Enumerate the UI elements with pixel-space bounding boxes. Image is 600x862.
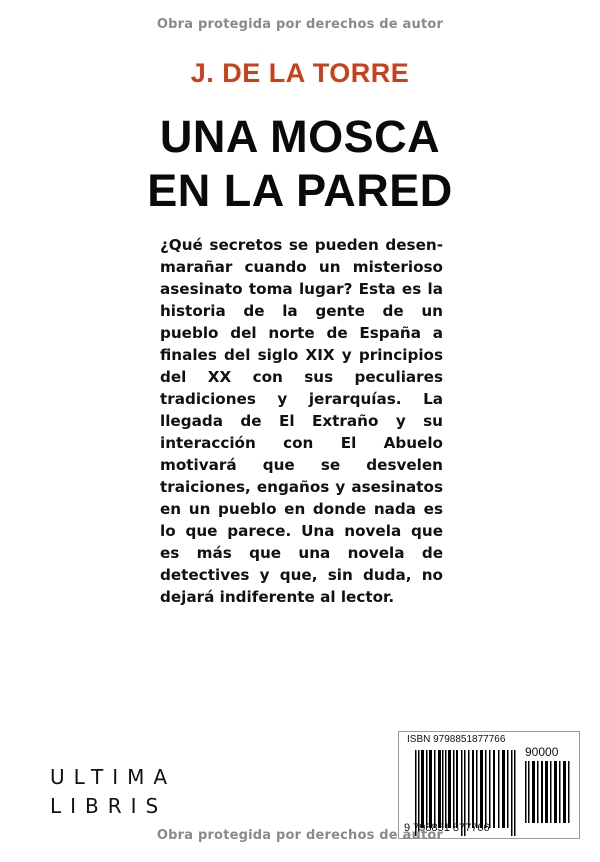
isbn-barcode: [398, 731, 580, 839]
copyright-watermark-top: Obra protegida por derechos de autor: [156, 17, 444, 32]
barcode-addon-bars-icon: [525, 761, 571, 823]
copyright-watermark-bottom: Obra protegida por derechos de autor: [156, 828, 444, 843]
book-title: [0, 110, 600, 218]
book-blurb: ¿Qué secretos se pueden desenmarañar cuando un misterioso asesinato toma lugar? Esta es la historia de la gente de un pueblo del norte de España a finales del siglo XIX y principios del XX con sus peculiares tradiciones y jerarquías. La llegada de El Extraño y su interacción con El Abuelo motivará que se desvelen traiciones, engaños y asesinatos en un pueblo en donde nada es lo que parece. Una novela que es más que una novela de detectives y que, sin duda, no dejará indiferente al lector.: [160, 236, 443, 606]
publisher-line-1: ULTIMA: [50, 765, 177, 789]
title-line-1: UNA MOSCA: [159, 111, 441, 162]
publisher-line-2: LIBRIS: [50, 794, 168, 818]
title-line-2: EN LA PARED: [147, 165, 453, 216]
barcode-digits: 9 798851 877766: [404, 822, 490, 834]
isbn-label: ISBN 9798851877766: [407, 734, 506, 745]
publisher-logo: [50, 763, 176, 821]
author-name: J. DE LA TORRE: [190, 58, 410, 88]
barcode-addon-number: 90000: [525, 745, 559, 759]
